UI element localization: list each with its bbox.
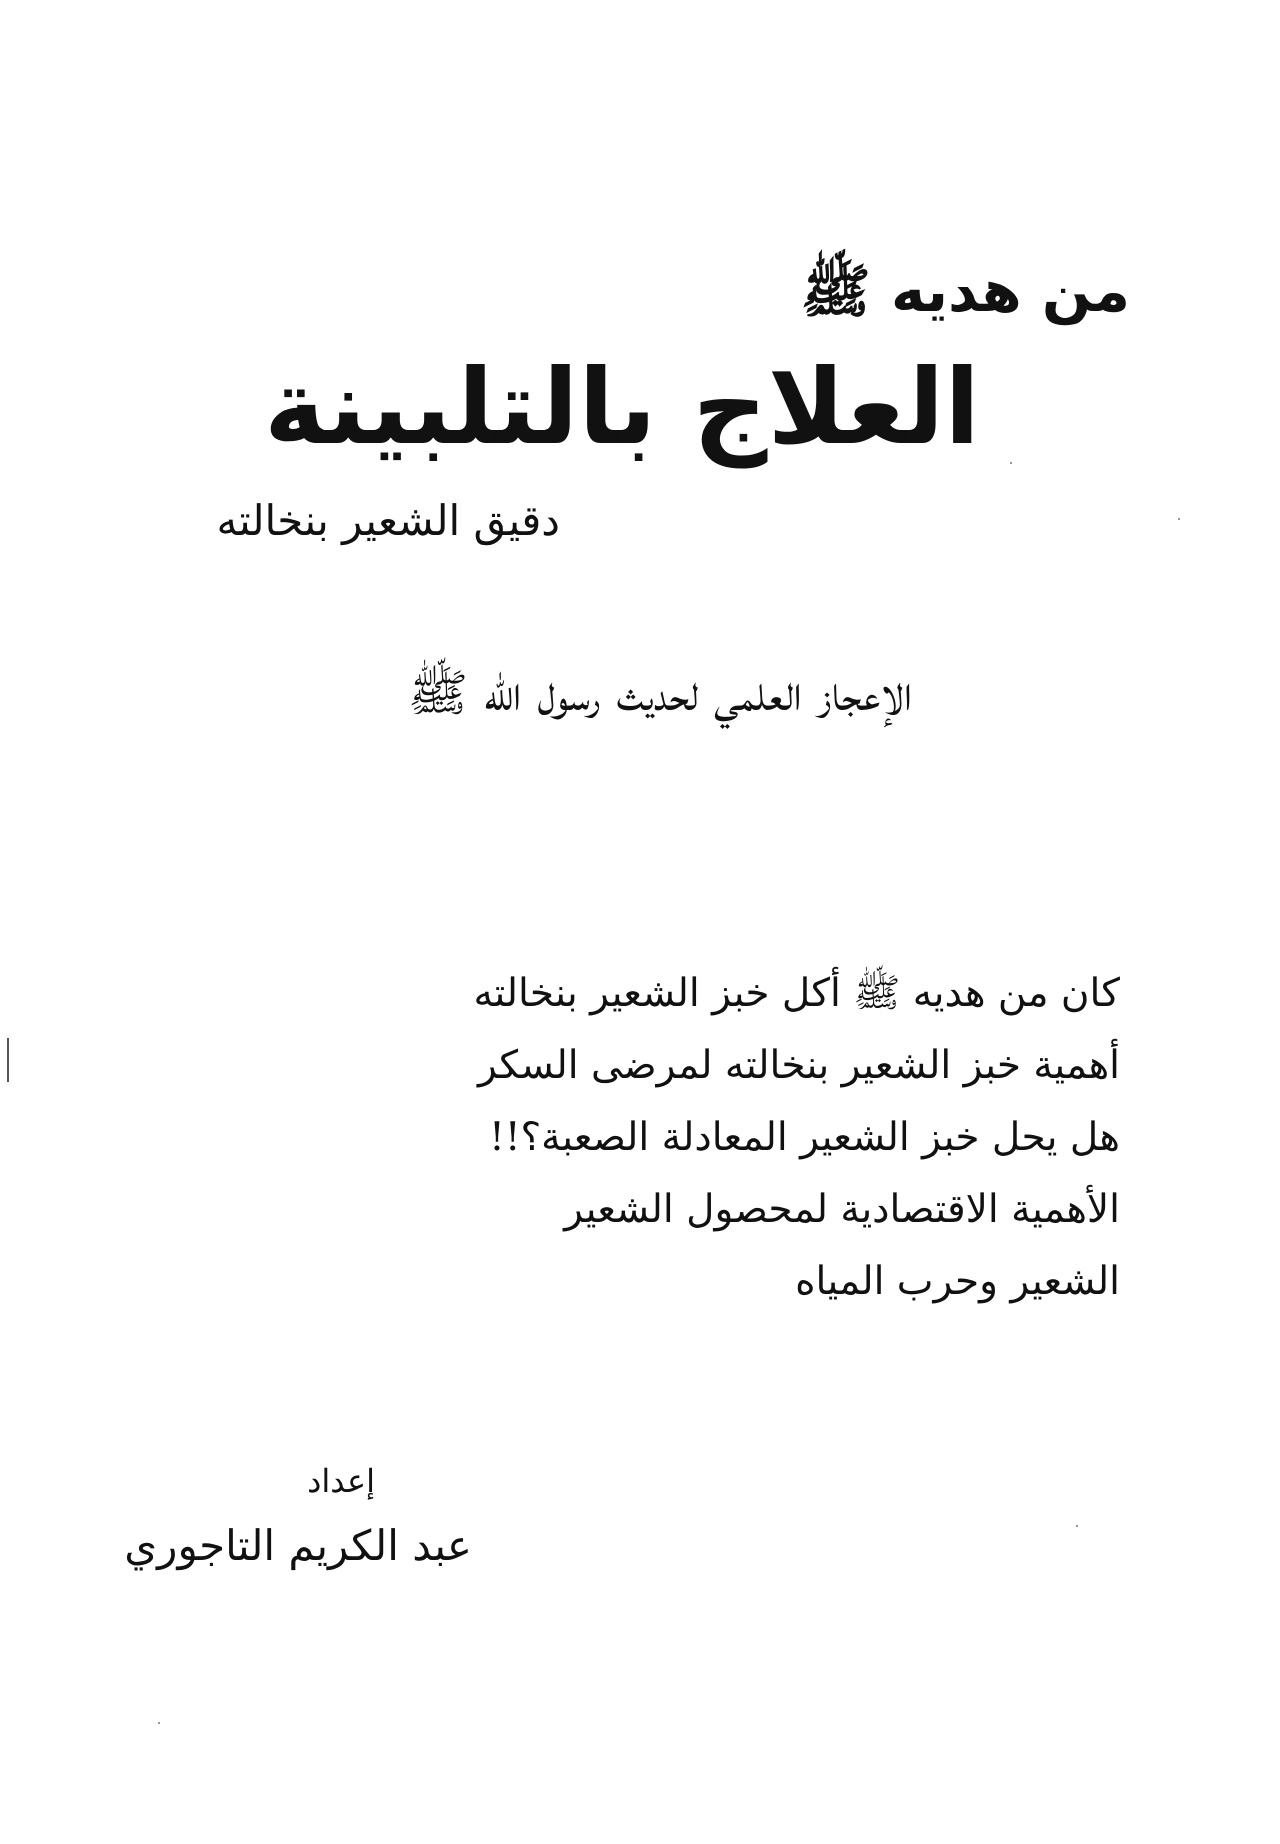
topic-item: الشعير وحرب المياه [795, 1259, 1120, 1304]
subtitle: دقيق الشعير بنخالته [216, 496, 560, 545]
scan-artifact-dot [1010, 462, 1012, 464]
topic-item: أهمية خبز الشعير بنخالته لمرضى السكر [478, 1043, 1120, 1088]
topic-item: كان من هديه ﷺ أكل خبز الشعير بنخالته [473, 971, 1120, 1016]
scan-artifact-dot [158, 1722, 160, 1724]
main-title: العلاج بالتلبينة [263, 346, 980, 468]
topic-item: الأهمية الاقتصادية لمحصول الشعير [564, 1187, 1120, 1232]
prepared-by-label: إعداد [307, 1462, 375, 1500]
scan-artifact-dot [1076, 1525, 1078, 1527]
series-line: الإعجاز العلمي لحديث رسول الله ﷺ [407, 664, 913, 722]
topic-item: هل يحل خبز الشعير المعادلة الصعبة؟!! [489, 1115, 1120, 1160]
scan-artifact-dot [1178, 518, 1180, 520]
topics-list [473, 958, 1120, 1318]
scan-artifact-mark [7, 1038, 9, 1082]
series-title: من هديه ﷺ [800, 257, 1130, 325]
author-name: عبد الكريم التاجوري [124, 1521, 472, 1570]
